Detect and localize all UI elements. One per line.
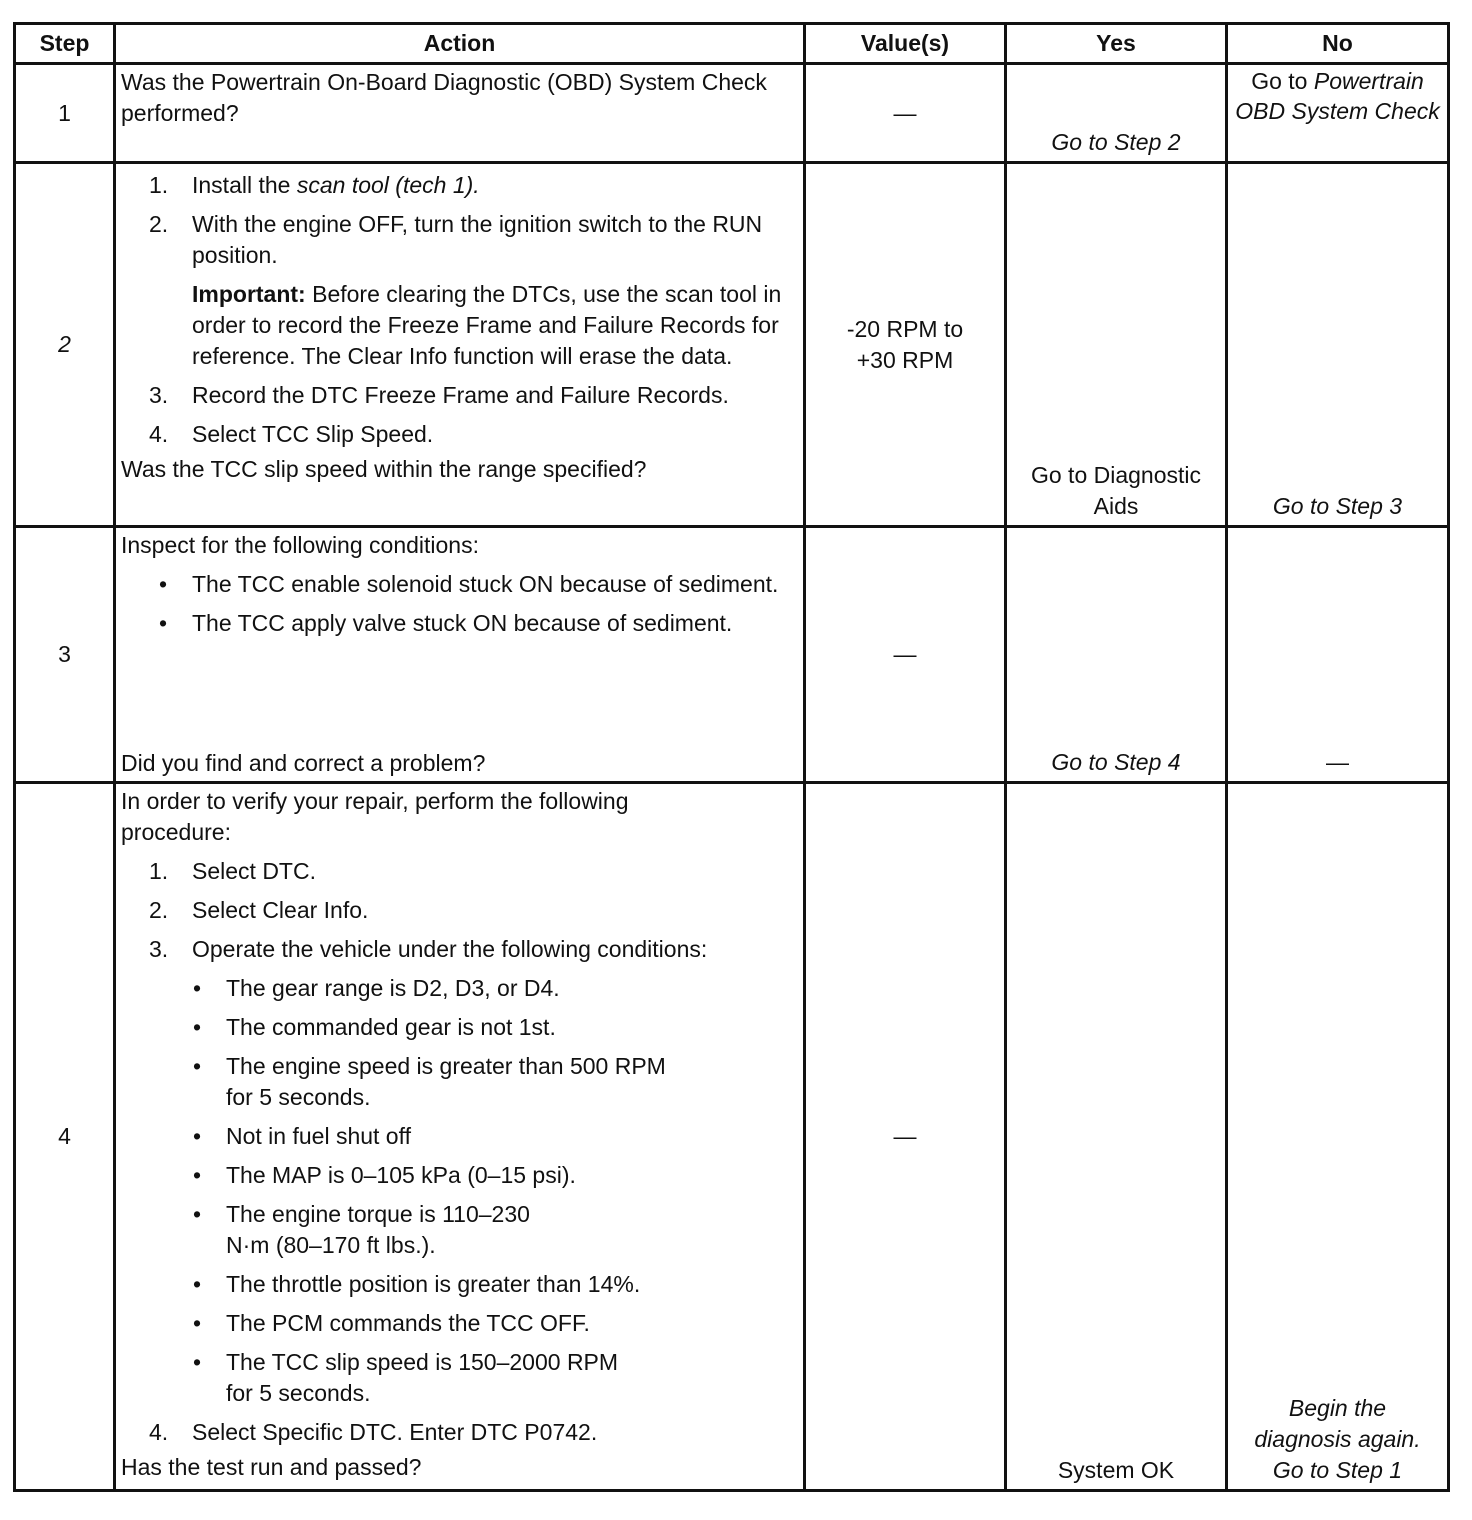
question-text: Was the TCC slip speed within the range specified? xyxy=(121,456,647,482)
question-text: Has the test run and passed? xyxy=(121,1454,422,1480)
step-number: 3 xyxy=(15,527,115,783)
step-number: 2 xyxy=(15,163,115,527)
table-row-step-1 xyxy=(15,64,1449,163)
yes-cell: Go to Diagnostic Aids xyxy=(1006,163,1227,527)
intro-text: Inspect for the following conditions: xyxy=(121,532,479,558)
diagnostic-table xyxy=(13,22,1450,1492)
table-row-step-2 xyxy=(15,163,1449,527)
intro-text: In order to verify your repair, perform the following procedure: xyxy=(121,788,629,845)
action-cell xyxy=(115,783,805,1491)
header-values: Value(s) xyxy=(805,24,1006,64)
no-cell: Go to Step 3 xyxy=(1227,163,1449,527)
list-item: 2. With the engine OFF, turn the ignition switch to the RUN position. xyxy=(149,211,763,268)
important-label: Important: xyxy=(192,281,306,307)
header-yes: Yes xyxy=(1006,24,1227,64)
list-item: 3. Operate the vehicle under the following conditions: xyxy=(149,936,708,962)
value-line: -20 RPM to xyxy=(846,315,964,342)
condition-item: • The throttle position is greater than 14%. xyxy=(193,1271,641,1297)
list-item: 3. Record the DTC Freeze Frame and Failure Records. xyxy=(149,382,729,408)
list-item: • The TCC apply valve stuck ON because of sediment. xyxy=(159,610,733,636)
header-row xyxy=(15,24,1449,64)
header-action: Action xyxy=(115,24,805,64)
condition-item: • The engine speed is greater than 500 RPM for 5 seconds. xyxy=(193,1053,666,1110)
value-cell xyxy=(805,163,1006,527)
value-line: +30 RPM xyxy=(856,346,954,373)
list-item: 4. Select Specific DTC. Enter DTC P0742. xyxy=(149,1419,598,1445)
yes-cell: Go to Step 2 xyxy=(1006,64,1227,163)
list-item: 1. Select DTC. xyxy=(149,858,316,884)
action-cell xyxy=(115,527,805,783)
action-cell xyxy=(115,64,805,163)
value-cell: — xyxy=(805,527,1006,783)
step-number: 4 xyxy=(15,783,115,1491)
value-cell: — xyxy=(805,64,1006,163)
no-cell: — xyxy=(1227,527,1449,783)
no-cell: Begin the diagnosis again. Go to Step 1 xyxy=(1227,783,1449,1491)
yes-cell: Go to Step 4 xyxy=(1006,527,1227,783)
condition-item: • The engine torque is 110–230 N·m (80–170 ft lbs.). xyxy=(193,1201,530,1258)
condition-item: • The commanded gear is not 1st. xyxy=(193,1014,556,1040)
table-row-step-3 xyxy=(15,527,1449,783)
question-text: Did you find and correct a problem? xyxy=(121,750,486,776)
value-cell: — xyxy=(805,783,1006,1491)
no-prefix: Go to xyxy=(1251,68,1314,94)
header-no: No xyxy=(1227,24,1449,64)
list-item: 4. Select TCC Slip Speed. xyxy=(149,421,434,447)
table-row-step-4 xyxy=(15,783,1449,1491)
no-cell xyxy=(1227,64,1449,163)
list-item: • The TCC enable solenoid stuck ON because of sediment. xyxy=(159,571,779,597)
no-reference: Powertrain OBD System Check xyxy=(1235,68,1440,124)
list-item: 2. Select Clear Info. xyxy=(149,897,369,923)
header-step: Step xyxy=(15,24,115,64)
condition-item: • The PCM commands the TCC OFF. xyxy=(193,1310,590,1336)
yes-cell: System OK xyxy=(1006,783,1227,1491)
condition-item: • The MAP is 0–105 kPa (0–15 psi). xyxy=(193,1162,576,1188)
condition-item: • The gear range is D2, D3, or D4. xyxy=(193,975,560,1001)
list-item: 1. Install the scan tool (tech 1). xyxy=(149,172,480,198)
question-text: Was the Powertrain On-Board Diagnostic (OBD) System Check performed? xyxy=(121,69,767,126)
important-note: Important: Before clearing the DTCs, use the scan tool in order to record the Freeze Frame and Failure Records for reference. The Clear Info function will erase the data. xyxy=(192,281,782,369)
action-cell xyxy=(115,163,805,527)
condition-item: • Not in fuel shut off xyxy=(193,1123,411,1149)
condition-item: • The TCC slip speed is 150–2000 RPM for 5 seconds. xyxy=(193,1349,619,1406)
step-number: 1 xyxy=(15,64,115,163)
